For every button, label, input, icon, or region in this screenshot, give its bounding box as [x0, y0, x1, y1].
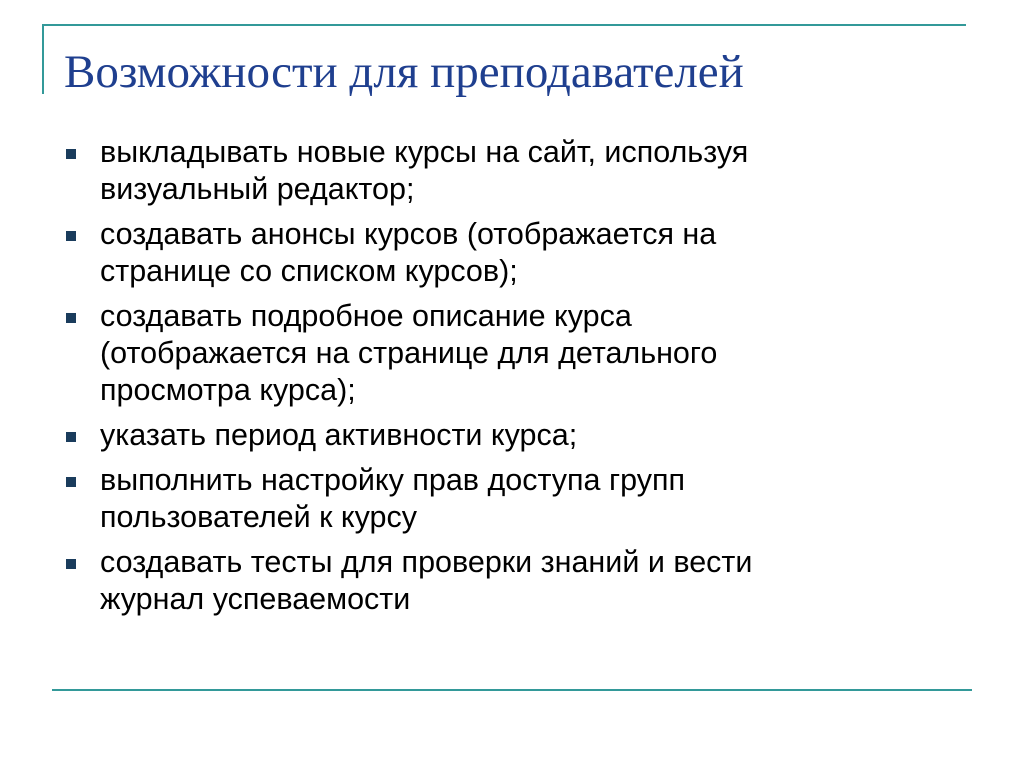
bullet-text-2	[100, 216, 716, 290]
square-bullet-icon	[66, 432, 76, 442]
bullet-5-line-2: пользователей к курсу	[100, 500, 417, 534]
square-bullet-icon	[66, 313, 76, 323]
bullet-1-line-2: визуальный редактор;	[100, 172, 415, 206]
bullet-1-line-1: выкладывать новые курсы на сайт, используя	[100, 135, 749, 169]
bullet-item-6	[66, 544, 966, 618]
bullet-4-line-1: указать период активности курса;	[100, 418, 578, 452]
square-bullet-icon	[66, 477, 76, 487]
bullet-2-line-1: создавать анонсы курсов (отображается на	[100, 217, 717, 251]
bullet-text-4	[100, 417, 577, 454]
bullet-item-1	[66, 134, 966, 208]
bullet-3-line-2: (отображается на странице для детального	[100, 336, 718, 370]
bullet-text-6	[100, 544, 752, 618]
bullet-item-3	[66, 298, 966, 409]
bullet-3-line-3: просмотра курса);	[100, 373, 356, 407]
slide-title: Возможности для преподавателей	[64, 46, 744, 98]
bottom-accent-line	[52, 689, 972, 691]
bullet-text-3	[100, 298, 717, 409]
bullet-5-line-1: выполнить настройку прав доступа групп	[100, 463, 686, 497]
bullet-2-line-2: странице со списком курсов);	[100, 254, 518, 288]
square-bullet-icon	[66, 559, 76, 569]
bullet-item-4	[66, 417, 966, 454]
bullet-6-line-2: журнал успеваемости	[100, 582, 411, 616]
left-accent-line	[42, 24, 44, 94]
bullet-item-2	[66, 216, 966, 290]
square-bullet-icon	[66, 231, 76, 241]
top-accent-line	[42, 24, 966, 26]
bullet-list	[66, 134, 966, 626]
square-bullet-icon	[66, 149, 76, 159]
bullet-text-1	[100, 134, 748, 208]
bullet-item-5	[66, 462, 966, 536]
bullet-3-line-1: создавать подробное описание курса	[100, 299, 632, 333]
bullet-text-5	[100, 462, 685, 536]
bullet-6-line-1: создавать тесты для проверки знаний и вести	[100, 545, 753, 579]
